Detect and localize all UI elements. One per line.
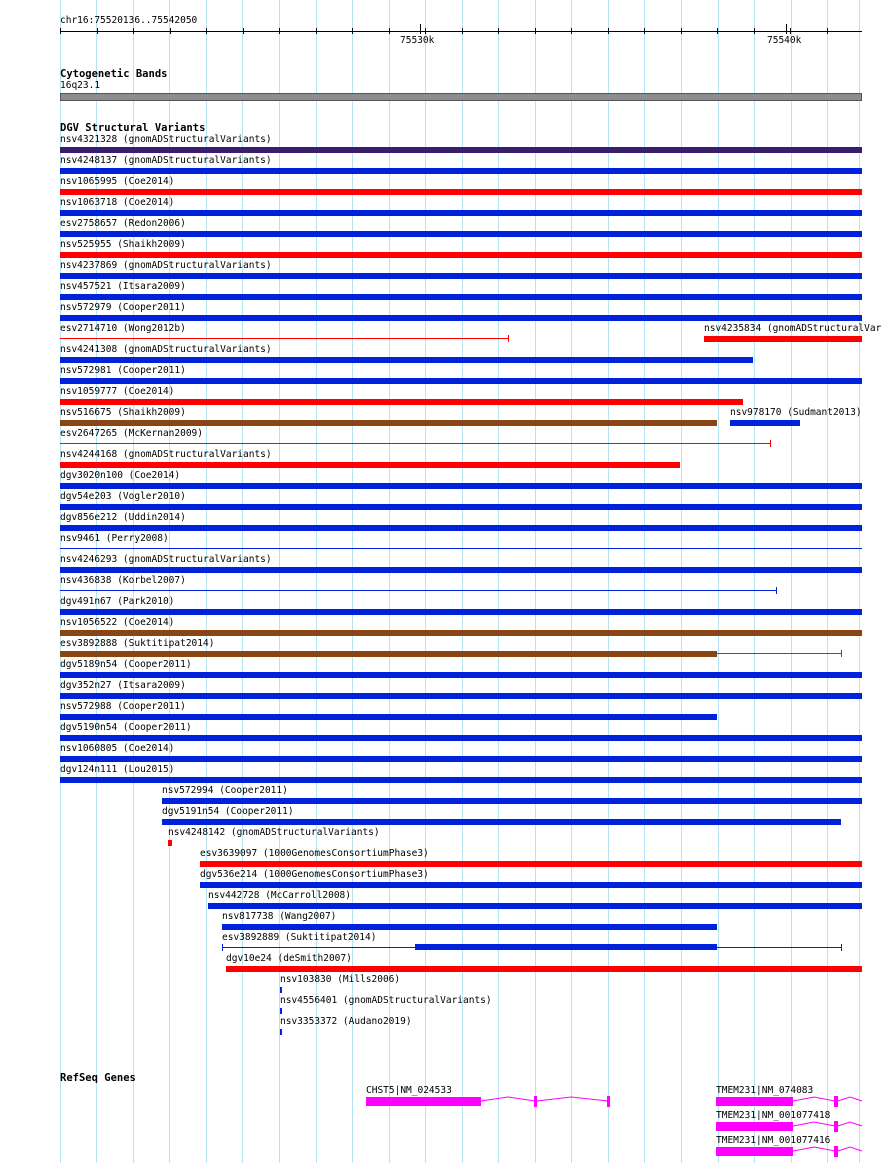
cytoband-label: 16q23.1 — [60, 80, 101, 91]
sv-feature-label[interactable]: dgv856e212 (Uddin2014) — [60, 512, 186, 523]
sv-feature-label[interactable]: nsv1060805 (Coe2014) — [60, 743, 175, 754]
sv-feature-label[interactable]: nsv1056522 (Coe2014) — [60, 617, 175, 628]
gene-exon[interactable] — [366, 1097, 481, 1106]
sv-feature-label[interactable]: dgv5191n54 (Cooper2011) — [162, 806, 294, 817]
gene-exon[interactable] — [834, 1121, 838, 1132]
sv-feature-label[interactable]: nsv4321328 (gnomADStructuralVariants) — [60, 134, 272, 145]
dgv-track-title[interactable]: DGV Structural Variants — [60, 122, 206, 134]
sv-feature-label[interactable]: dgv54e203 (Vogler2010) — [60, 491, 186, 502]
gene-intron — [481, 1097, 535, 1101]
sv-feature-label[interactable]: dgv124n111 (Lou2015) — [60, 764, 175, 775]
gene-exon[interactable] — [834, 1146, 838, 1157]
sv-feature-label[interactable]: nsv1065995 (Coe2014) — [60, 176, 175, 187]
sv-feature-label[interactable]: nsv4246293 (gnomADStructuralVariants) — [60, 554, 272, 565]
sv-feature-label[interactable]: nsv1063718 (Coe2014) — [60, 197, 175, 208]
sv-feature-label[interactable]: dgv352n27 (Itsara2009) — [60, 680, 186, 691]
sv-feature-label[interactable]: nsv4556401 (gnomADStructuralVariants) — [280, 995, 492, 1006]
sv-feature-label[interactable]: nsv572994 (Cooper2011) — [162, 785, 288, 796]
gene-intron — [838, 1122, 862, 1126]
sv-feature-label[interactable]: esv2714710 (Wong2012b) — [60, 323, 186, 334]
sv-feature-label[interactable]: nsv4241308 (gnomADStructuralVariants) — [60, 344, 272, 355]
gene-exon[interactable] — [534, 1096, 537, 1107]
gene-exon[interactable] — [716, 1122, 793, 1131]
sv-feature-label[interactable]: dgv536e214 (1000GenomesConsortiumPhase3) — [200, 869, 429, 880]
sv-feature-label[interactable]: nsv4237869 (gnomADStructuralVariants) — [60, 260, 272, 271]
sv-feature-label[interactable]: nsv4235834 (gnomADStructuralVar — [704, 323, 882, 334]
gene-intron — [838, 1097, 862, 1101]
gene-label[interactable]: TMEM231|NM_001077418 — [716, 1110, 831, 1121]
gene-intron — [793, 1147, 835, 1151]
sv-feature-label[interactable]: nsv817738 (Wang2007) — [222, 911, 337, 922]
gene-intron — [838, 1147, 862, 1151]
region-label: chr16:75520136..75542050 — [60, 15, 198, 26]
gene-label[interactable]: TMEM231|NM_001077416 — [716, 1135, 831, 1146]
sv-feature-label[interactable]: nsv4244168 (gnomADStructuralVariants) — [60, 449, 272, 460]
sv-feature-label[interactable]: dgv10e24 (deSmith2007) — [226, 953, 352, 964]
sv-feature-label[interactable]: nsv516675 (Shaikh2009) — [60, 407, 186, 418]
gene-exon[interactable] — [716, 1147, 793, 1156]
sv-feature-label[interactable]: dgv5190n54 (Cooper2011) — [60, 722, 192, 733]
sv-feature-label[interactable]: nsv525955 (Shaikh2009) — [60, 239, 186, 250]
sv-feature-label[interactable]: nsv457521 (Itsara2009) — [60, 281, 186, 292]
sv-feature-label[interactable]: esv2758657 (Redon2006) — [60, 218, 186, 229]
sv-feature-label[interactable]: nsv978170 (Sudmant2013) — [730, 407, 862, 418]
gene-label[interactable]: TMEM231|NM_074083 — [716, 1085, 814, 1096]
gene-exon[interactable] — [716, 1097, 793, 1106]
gene-label[interactable]: CHST5|NM_024533 — [366, 1085, 452, 1096]
sv-feature-label[interactable]: esv2647265 (McKernan2009) — [60, 428, 203, 439]
sv-feature-label[interactable]: esv3892888 (Suktitipat2014) — [60, 638, 215, 649]
sv-feature-label[interactable]: nsv1059777 (Coe2014) — [60, 386, 175, 397]
sv-feature-label[interactable]: nsv9461 (Perry2008) — [60, 533, 169, 544]
sv-feature-label[interactable]: dgv3020n100 (Coe2014) — [60, 470, 181, 481]
gene-intron — [793, 1122, 835, 1126]
refseq-track-title[interactable]: RefSeq Genes — [60, 1072, 136, 1084]
gene-exon[interactable] — [834, 1096, 838, 1107]
sv-feature-label[interactable]: nsv572979 (Cooper2011) — [60, 302, 186, 313]
gene-intron — [537, 1097, 608, 1101]
sv-feature-label[interactable]: nsv4248137 (gnomADStructuralVariants) — [60, 155, 272, 166]
sv-feature-label[interactable]: dgv491n67 (Park2010) — [60, 596, 175, 607]
sv-feature-label[interactable]: esv3639097 (1000GenomesConsortiumPhase3) — [200, 848, 429, 859]
sv-feature-label[interactable]: nsv572981 (Cooper2011) — [60, 365, 186, 376]
gene-exon[interactable] — [607, 1096, 610, 1107]
cytobands-track-title[interactable]: Cytogenetic Bands — [60, 68, 168, 80]
sv-feature-label[interactable]: nsv436838 (Korbel2007) — [60, 575, 186, 586]
sv-feature-label[interactable]: nsv3353372 (Audano2019) — [280, 1016, 412, 1027]
sv-feature-label[interactable]: dgv5189n54 (Cooper2011) — [60, 659, 192, 670]
sv-feature-label[interactable]: nsv4248142 (gnomADStructuralVariants) — [168, 827, 380, 838]
ruler-tick-label: 75530k — [400, 35, 435, 46]
sv-feature-label[interactable]: nsv103830 (Mills2006) — [280, 974, 401, 985]
sv-feature-label[interactable]: esv3892889 (Suktitipat2014) — [222, 932, 377, 943]
ruler-tick-label: 75540k — [767, 35, 802, 46]
gene-intron — [793, 1097, 835, 1101]
sv-feature-label[interactable]: nsv572988 (Cooper2011) — [60, 701, 186, 712]
sv-feature-label[interactable]: nsv442728 (McCarroll2008) — [208, 890, 351, 901]
